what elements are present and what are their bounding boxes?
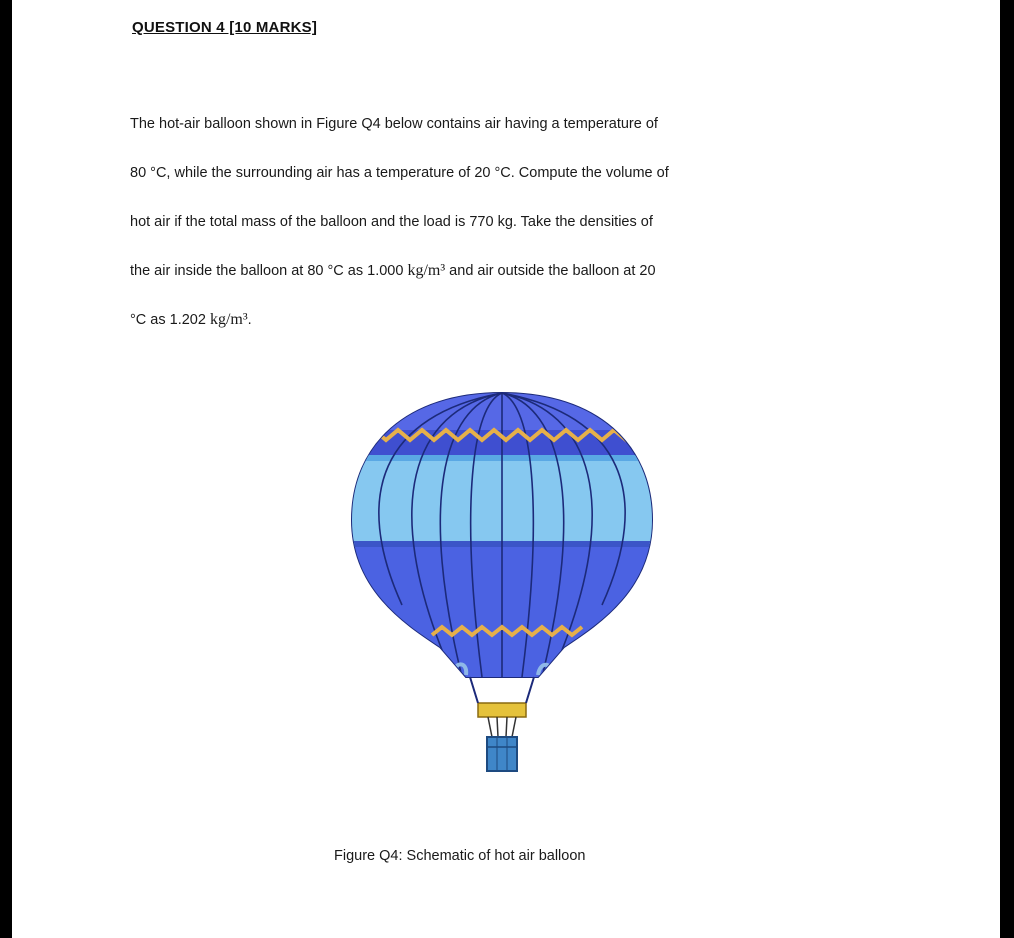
question-heading: QUESTION 4 [10 MARKS] — [132, 19, 318, 36]
text-line-5 — [130, 305, 890, 354]
density-unit-outside: kg/m³ — [209, 311, 248, 328]
text-line-4-end: and air outside the balloon at 20 — [445, 263, 656, 279]
basket — [487, 737, 517, 771]
text-line-4 — [130, 256, 890, 305]
text-line-5-end: . — [247, 312, 252, 328]
text-line-3: hot air if the total mass of the balloon and the load is 770 kg. Take the densities of — [130, 214, 653, 230]
text-line-1: The hot-air balloon shown in Figure Q4 below contains air having a temperature of — [130, 116, 658, 132]
burner-ring — [478, 703, 526, 717]
hot-air-balloon-figure — [342, 385, 662, 785]
text-line-5-start: °C as 1.202 — [130, 312, 210, 328]
text-line-4-start: the air inside the balloon at 80 °C as 1.000 — [130, 263, 408, 279]
document-page — [12, 0, 1000, 938]
question-text — [130, 109, 890, 354]
density-unit-inside: kg/m³ — [407, 262, 446, 279]
balloon-illustration — [342, 385, 662, 785]
figure-caption: Figure Q4: Schematic of hot air balloon — [334, 848, 586, 864]
text-line-2: 80 °C, while the surrounding air has a temperature of 20 °C. Compute the volume of — [130, 165, 669, 181]
